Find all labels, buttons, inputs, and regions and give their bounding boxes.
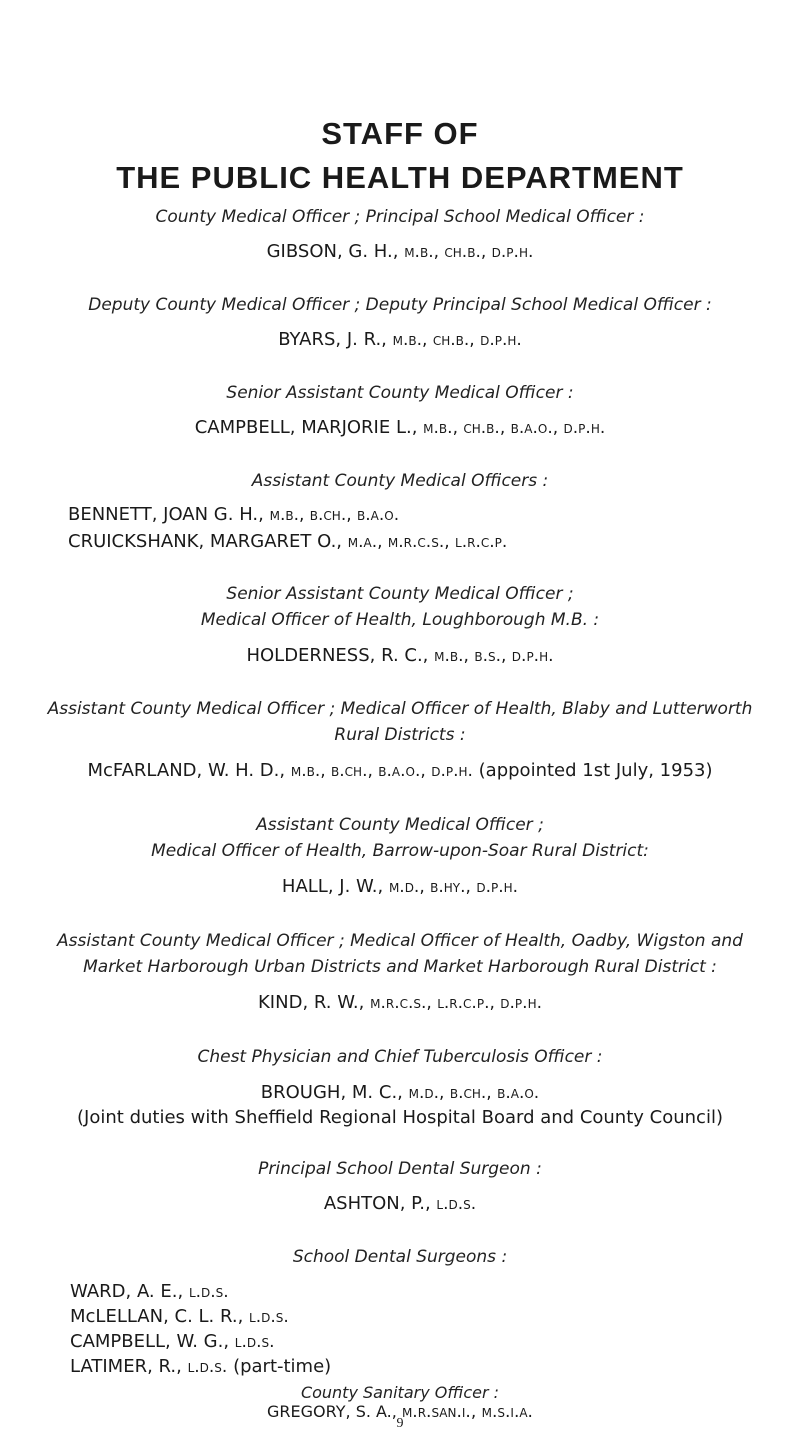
joint-duties-note: (Joint duties with Sheffield Regional Hospital Board and County Council) bbox=[77, 1107, 723, 1128]
staff-name: HALL, J. W., m.d., b.hy., d.p.h. bbox=[281, 876, 519, 897]
heading-line-2: THE PUBLIC HEALTH DEPARTMENT bbox=[116, 160, 684, 195]
staff-name: CAMPBELL, MARJORIE L., m.b., ch.b., b.a.o., d.p.h. bbox=[194, 417, 606, 438]
staff-name: WARD, A. E., l.d.s. bbox=[70, 1281, 229, 1302]
staff-name: CRUICKSHANK, MARGARET O., m.a., m.r.c.s., l.r.c.p. bbox=[68, 531, 508, 552]
role-loughborough-line-2: Medical Officer of Health, Loughborough M.B. : bbox=[200, 610, 600, 630]
role-county-medical-officer: County Medical Officer ; Principal School Medical Officer : bbox=[155, 207, 645, 227]
page-number: 9 bbox=[396, 1416, 404, 1431]
role-deputy-county-medical-officer: Deputy County Medical Officer ; Deputy Principal School Medical Officer : bbox=[88, 295, 712, 315]
staff-name: McLELLAN, C. L. R., l.d.s. bbox=[70, 1306, 289, 1327]
staff-name: LATIMER, R., l.d.s. (part-time) bbox=[70, 1356, 332, 1377]
role-loughborough-line-1: Senior Assistant County Medical Officer ; bbox=[226, 584, 574, 604]
staff-name: GIBSON, G. H., m.b., ch.b., d.p.h. bbox=[266, 241, 534, 262]
role-school-dental-surgeons: School Dental Surgeons : bbox=[292, 1247, 508, 1267]
role-barrow-line-1: Assistant County Medical Officer ; bbox=[256, 815, 544, 835]
role-chest-physician: Chest Physician and Chief Tuberculosis Officer : bbox=[197, 1047, 603, 1067]
staff-name: McFARLAND, W. H. D., m.b., b.ch., b.a.o., d.p.h. (appointed 1st July, 1953) bbox=[87, 760, 713, 781]
role-county-sanitary-officer: County Sanitary Officer : bbox=[300, 1383, 500, 1402]
staff-name: HOLDERNESS, R. C., m.b., b.s., d.p.h. bbox=[246, 645, 554, 666]
role-assistant-county-medical-officers: Assistant County Medical Officers : bbox=[251, 471, 549, 491]
staff-name: ASHTON, P., l.d.s. bbox=[323, 1193, 477, 1214]
staff-name: KIND, R. W., m.r.c.s., l.r.c.p., d.p.h. bbox=[258, 992, 542, 1013]
staff-name: GREGORY, S. A., m.r.san.i., m.s.i.a. bbox=[267, 1402, 533, 1422]
role-blaby-line-2: Rural Districts : bbox=[334, 725, 466, 745]
role-oadby-line-1: Assistant County Medical Officer ; Medical Officer of Health, Oadby, Wigston and bbox=[57, 931, 743, 951]
role-blaby-line-1: Assistant County Medical Officer ; Medical Officer of Health, Blaby and Lutterworth bbox=[47, 699, 753, 719]
role-barrow-line-2: Medical Officer of Health, Barrow-upon-Soar Rural District: bbox=[151, 841, 649, 861]
staff-name: BENNETT, JOAN G. H., m.b., b.ch., b.a.o. bbox=[68, 504, 400, 525]
role-principal-dental-surgeon: Principal School Dental Surgeon : bbox=[258, 1159, 542, 1179]
staff-name: CAMPBELL, W. G., l.d.s. bbox=[70, 1331, 275, 1352]
heading-line-1: STAFF OF bbox=[321, 116, 479, 151]
role-senior-assistant: Senior Assistant County Medical Officer : bbox=[226, 383, 574, 403]
staff-name: BYARS, J. R., m.b., ch.b., d.p.h. bbox=[278, 329, 522, 350]
role-oadby-line-2: Market Harborough Urban Districts and Market Harborough Rural District : bbox=[83, 957, 717, 977]
staff-name: BROUGH, M. C., m.d., b.ch., b.a.o. bbox=[260, 1082, 540, 1103]
